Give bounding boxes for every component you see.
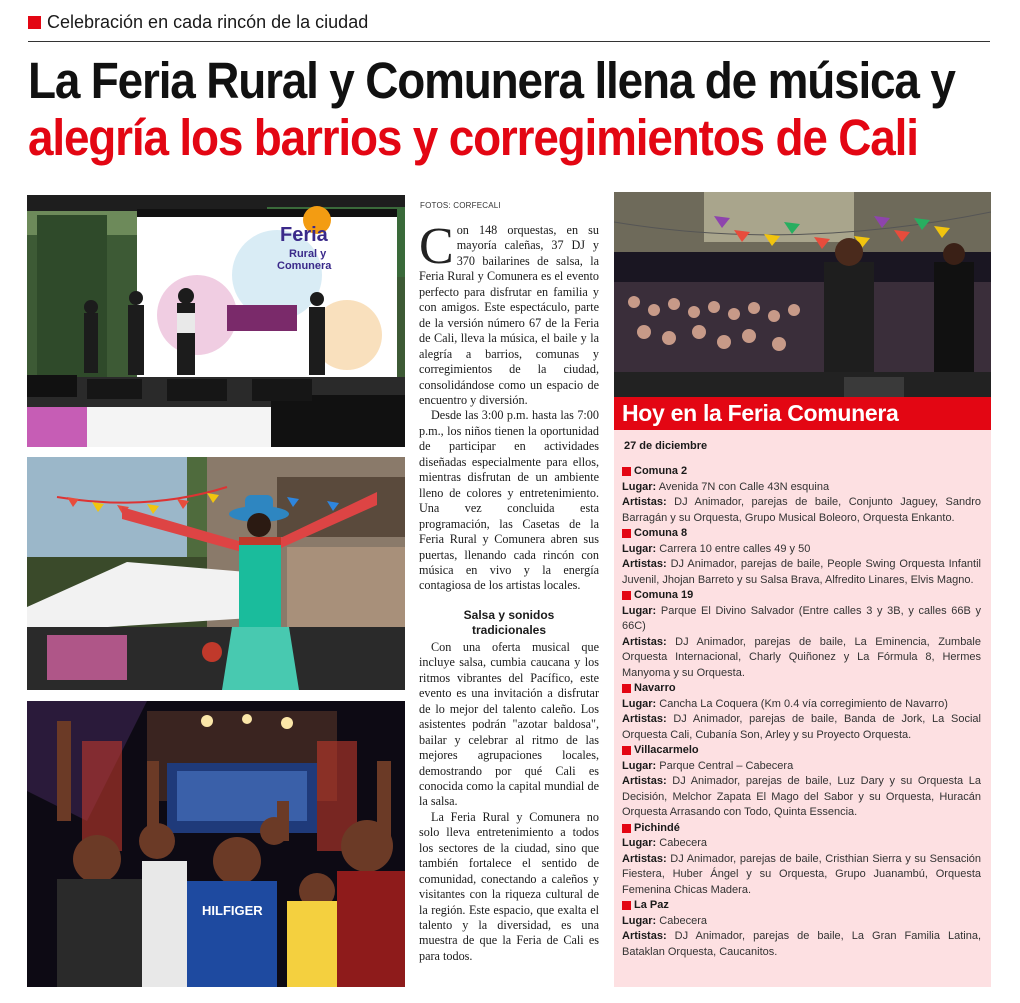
event-artistas <box>622 774 981 821</box>
artistas-label: Artistas: <box>622 930 667 942</box>
event-name <box>622 526 981 542</box>
event-entry <box>622 588 981 681</box>
artistas-value: DJ Animador, parejas de baile, La Gran Familia Latina, Bataklan Orquesta, Caucanitos. <box>622 930 981 958</box>
event-name-text: Comuna 8 <box>634 527 688 539</box>
event-name-text: Navarro <box>634 682 676 694</box>
event-lugar <box>622 480 981 496</box>
red-square-icon <box>622 467 631 476</box>
article-subhead: Salsa y sonidos tradicionales <box>463 607 555 637</box>
performer-photo <box>27 457 405 690</box>
event-name <box>622 898 981 914</box>
lugar-value: Avenida 7N con Calle 43N esquina <box>658 480 830 493</box>
event-lugar <box>622 542 981 558</box>
lugar-label: Lugar: <box>622 697 657 710</box>
sidebar-title: Hoy en la Feria Comunera <box>614 397 991 430</box>
event-artistas <box>622 635 981 682</box>
lugar-value: Cabecera <box>659 914 707 927</box>
red-square-icon <box>622 591 631 600</box>
stage-band-photo <box>27 195 405 447</box>
event-entry <box>622 526 981 588</box>
lugar-label: Lugar: <box>622 542 657 555</box>
event-name-text: Villacarmelo <box>634 744 699 756</box>
event-name-text: La Paz <box>634 899 669 911</box>
event-name <box>622 681 981 697</box>
artistas-label: Artistas: <box>622 496 667 508</box>
paragraph-4: La Feria Rural y Comunera no solo lleva entretenimiento a todos los sectores de la ciudad, sino que también fortalece el sentido de comunidad, conectando a caleños y visitantes con la riqueza cultural de la región. Este espacio, que exalta el talento y la diversidad, es una muestra de que la Feria de Cali es para todos. <box>419 809 599 963</box>
red-square-icon <box>622 901 631 910</box>
events-list <box>614 464 991 960</box>
paragraph-3: Con una oferta musical que incluye salsa, cumbia caucana y los ritmos vibrantes del Pacífico, este evento es una invitación a disfrutar de lo mejor del talento caleño. Los asistentes podrán "azotar baldosa", bailar y celebrar al ritmo de las mejores agrupaciones locales, demostrando por qué Cali es conocida como la capital mundial de la salsa. <box>419 639 599 809</box>
event-entry <box>622 464 981 526</box>
event-artistas <box>622 712 981 743</box>
lugar-value: Cancha La Coquera (Km 0.4 vía corregimiento de Navarro) <box>659 697 948 710</box>
lugar-label: Lugar: <box>622 480 657 493</box>
lugar-value: Parque El Divino Salvador (Entre calles 3 y 3B, y calles 66B y 66C) <box>622 604 981 632</box>
section-kicker <box>28 10 368 34</box>
event-artistas <box>622 495 981 526</box>
events-sidebar <box>614 397 991 987</box>
paragraph-1-text: on 148 orquestas, en su mayoría caleñas, 37 DJ y 370 bailarines de salsa, la Feria Rural y Comunera es el evento perfecto para disfrutar en familia y con amigos. Este espectáculo, parte de la versión número 67 de la Feria de Cali, lleva la música, el baile y la alegría a barrios, comunas y corregimientos de la ciudad, consolidándose como un espacio de encuentro y diversión. <box>419 223 599 407</box>
artistas-label: Artistas: <box>622 558 667 570</box>
kicker-text: Celebración en cada rincón de la ciudad <box>47 11 369 32</box>
concert-photo <box>614 192 991 397</box>
event-name-text: Pichindé <box>634 821 680 834</box>
event-entry <box>622 821 981 899</box>
artistas-value: DJ Animador, parejas de baile, People Swing Orquesta Infantil Juvenil, Jhojan Barreto y su Salsa Brava, Alfredito Linares, Elvis Magno. <box>622 558 981 586</box>
headline-line-2: alegría los barrios y corregimientos de Cali <box>28 109 918 166</box>
event-artistas <box>622 852 981 899</box>
artistas-value: DJ Animador, parejas de baile, Luz Dary y su Orquesta La Decisión, Melchor Zapata El Mago del Sabor y su Orquesta, Huracán Orquesta Arrasando con Todo, Quinta Essencia. <box>622 775 981 818</box>
lugar-value: Parque Central – Cabecera <box>659 759 794 772</box>
artistas-value: DJ Animador, parejas de baile, La Eminencia, Zumbale Orquesta Internacional, Charly Quiñonez y La Fórmula 8, Hermes Manyoma y su Orquesta. <box>622 635 981 679</box>
event-name <box>622 743 981 759</box>
headline-line-1: La Feria Rural y Comunera llena de música y <box>28 52 955 109</box>
lugar-label: Lugar: <box>622 914 657 927</box>
stage-banner-feria: Feria <box>280 224 328 246</box>
hilfiger-shirt-text: HILFIGER <box>202 903 263 918</box>
stage-banner-rural: Rural y <box>289 248 327 260</box>
sidebar-date: 27 de diciembre <box>624 440 708 452</box>
header-rule <box>28 41 990 42</box>
artistas-label: Artistas: <box>622 635 667 648</box>
red-square-icon <box>622 746 631 755</box>
artistas-value: DJ Animador, parejas de baile, Banda de Jork, La Social Orquesta Cali, Cubanía Son, Arley y su Proyecto Orquesta. <box>622 713 981 741</box>
artistas-label: Artistas: <box>622 775 667 787</box>
artistas-label: Artistas: <box>622 852 667 865</box>
artistas-label: Artistas: <box>622 713 667 725</box>
event-artistas <box>622 929 981 960</box>
event-lugar <box>622 836 981 852</box>
crowd-selfie-photo <box>27 701 405 987</box>
red-square-icon <box>622 529 631 538</box>
paragraph-2: Desde las 3:00 p.m. hasta las 7:00 p.m., los niños tienen la oportunidad de participar en actividades diseñadas especialmente para ellos, mientras disfrutan de un ambiente lleno de colores y entretenimiento. Una vez concluida esta programación, las Casetas de la Feria Rural y Comunera abren sus puertas, llenando cada rincón con música en vivo y la energía contagiosa de los artistas locales. <box>419 408 599 593</box>
article-body <box>419 218 599 964</box>
paragraph-1 <box>419 218 599 408</box>
lugar-label: Lugar: <box>622 759 657 772</box>
event-lugar <box>622 914 981 930</box>
red-square-icon <box>622 684 631 693</box>
artistas-value: DJ Animador, parejas de baile, Cristhian Sierra y su Sensación Fiestera, Huber Ángel y su Orquesta, Grupo Juanambú, Orquesta Femenina Chicas Madera. <box>622 852 981 896</box>
event-lugar <box>622 759 981 775</box>
red-square-icon <box>622 824 631 833</box>
lugar-value: Cabecera <box>659 837 707 849</box>
lugar-label: Lugar: <box>622 604 657 617</box>
lugar-value: Carrera 10 entre calles 49 y 50 <box>659 542 811 555</box>
event-entry <box>622 898 981 960</box>
event-name-text: Comuna 19 <box>634 589 694 601</box>
headline <box>28 52 955 166</box>
event-entry <box>622 743 981 821</box>
artistas-value: DJ Animador, parejas de baile, Conjunto Jaguey, Sandro Barragán y su Orquesta, Grupo Musical Boleoro, Orquesta Enkanto. <box>622 496 981 524</box>
event-name <box>622 464 981 480</box>
event-artistas <box>622 557 981 588</box>
event-name-text: Comuna 2 <box>634 465 688 477</box>
event-name <box>622 821 981 837</box>
event-entry <box>622 681 981 743</box>
event-name <box>622 588 981 604</box>
event-lugar <box>622 604 981 635</box>
dropcap: C <box>419 218 454 275</box>
red-square-icon <box>28 16 41 29</box>
photo-credit: FOTOS: CORFECALI <box>420 201 501 210</box>
stage-banner-comunera: Comunera <box>277 260 332 272</box>
event-lugar <box>622 697 981 713</box>
lugar-label: Lugar: <box>622 837 657 849</box>
